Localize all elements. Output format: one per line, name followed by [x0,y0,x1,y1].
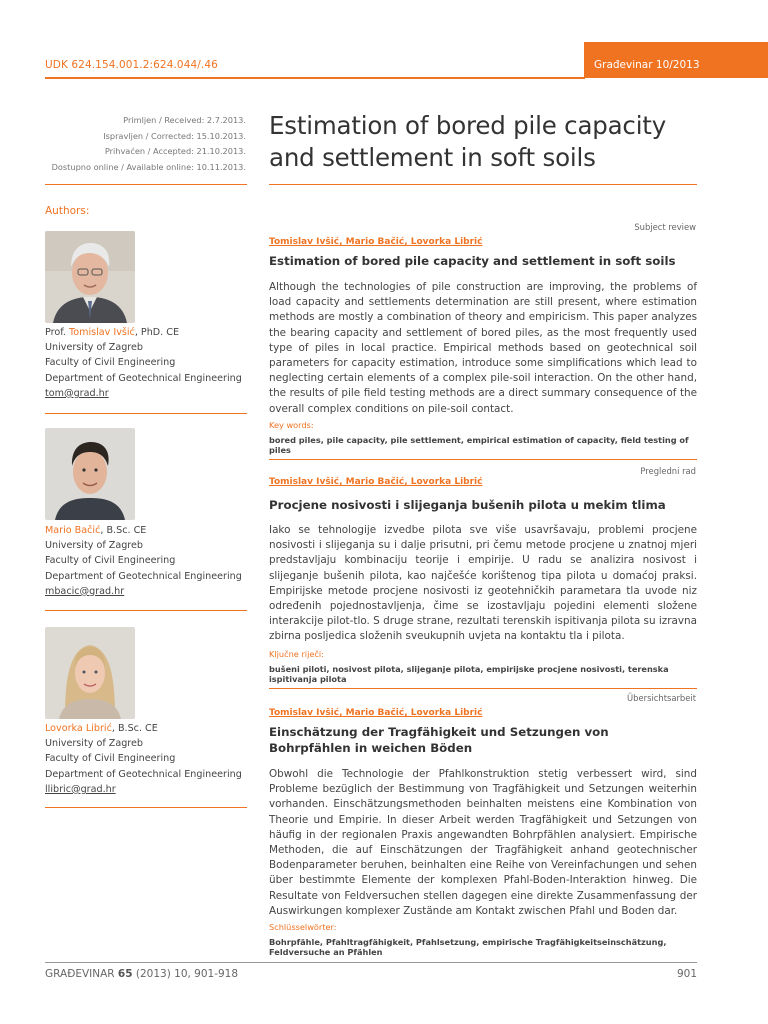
abstract-de: Obwohl die Technologie der Pfahlkonstruktion stetig verbessert wird, sind Probleme bezüglich der Bestimmung von Tragfähigkeit und Setzungen weiterhin vorhanden. Einschätzungsmethoden beinhalten meistens eine Kombination von Theorie und Empirie. In dieser Arbeit werden Tragfähigkeit und Setzungen von häufig in der regionalen Praxis angewandten Bohrpfählen analysiert. Empirische Methoden, die auf Einschätzungen der Tragfähigkeit anhand geotechnischer Bodenparameter beruhen, beinhalten eine Reihe von Vereinfachungen und sehen über bestimmte Elemente der komplexen Pfahl-Boden-Interaktion hinweg. Die Resultate von Feldversuchen stellen dagegen eine direkte Zusammenfassung der Auswirkungen komplexer Zustände am Kontakt zwischen Pfahl und Boden dar. [269,768,697,917]
author-photo-libric [45,627,135,719]
date-accepted: Prihvaćen / Accepted: 21.10.2013. [104,146,246,156]
author-faculty: Faculty of Civil Engineering [45,555,176,567]
author-name-line: Mario Bačić, B.Sc. CE [45,525,147,536]
publication-dates [45,113,246,175]
author-name-line: Prof. Tomislav Ivšić, PhD. CE [45,327,180,338]
author-department: Department of Geotechnical Engineering [45,372,242,384]
section-title-de: Einschätzung der Tragfähigkeit und Setzungen von Bohrpfählen in weichen Böden [269,725,609,755]
date-corrected: Ispravljen / Corrected: 15.10.2013. [103,130,246,141]
section-divider [269,459,697,460]
page-number: 901 [676,968,697,980]
section-authors-link-hr[interactable]: Tomislav Ivšić, Mario Bačić, Lovorka Librić [269,477,483,487]
author-name-line: Lovorka Librić, B.Sc. CE [45,723,158,734]
author-info-bacic [45,523,247,599]
author-info-ivsic [45,325,247,401]
author-info-libric [45,721,247,797]
title-divider [269,184,697,185]
authors-label: Authors: [45,205,90,217]
section-title-en: Estimation of bored pile capacity and settlement in soft soils [269,254,676,268]
article-type-hr: Pregledni rad [640,466,696,476]
author-department: Department of Geotechnical Engineering [45,768,242,780]
author-photo-bacic [45,428,135,520]
author-email-link[interactable]: mbacic@grad.hr [45,585,125,597]
abstract-en: Although the technologies of pile construction are improving, the problems of load capacity and settlements determination are still present, where estimation methods are mostly a combination of theory and empiricism. This paper analyzes the bearing capacity and settlement of bored piles, as the most frequently used type of piles in local practice. Empirical methods based on geotechnical soil parameters for capacity estimation, introduce some simplifications which lead to neglecting certain elements of a complex pile-soil interaction. On the other hand, the results of pile field testing methods are a direct summary consequence of the overall complex conditions on pile-soil contact. [269,281,697,415]
author-name[interactable]: Tomislav Ivšić [69,327,135,338]
section-authors-link-en[interactable]: Tomislav Ivšić, Mario Bačić, Lovorka Librić [269,237,483,247]
author-university: University of Zagreb [45,540,144,552]
author-department: Department of Geotechnical Engineering [45,570,242,582]
header-divider [45,77,585,79]
date-available-online: Dostupno online / Available online: 10.11.2013. [51,161,246,172]
section-divider [269,688,697,689]
section-authors-link-de[interactable]: Tomislav Ivšić, Mario Bačić, Lovorka Librić [269,708,483,718]
keywords-de: Bohrpfähle, Pfahltragfähigkeit, Pfahlsetzung, empirische Tragfähigkeitseinschätzung, Feldversuche an Pfählen [269,937,667,957]
author-photo-ivsic [45,231,135,323]
paper-title: Estimation of bored pile capacity and settlement in soft soils [269,111,667,172]
author-faculty: Faculty of Civil Engineering [45,753,176,765]
keywords-en: bored piles, pile capacity, pile settlement, empirical estimation of capacity, field testing of piles [269,435,689,455]
keywords-label-hr: Ključne riječi: [269,649,324,659]
author-email-link[interactable]: llibric@grad.hr [45,783,116,795]
author-divider [45,807,247,808]
author-university: University of Zagreb [45,738,144,750]
author-university: University of Zagreb [45,342,144,354]
keywords-hr: bušeni piloti, nosivost pilota, slijeganje pilota, empirijske procjene nosivosti, terenska ispitivanja pilota [269,664,669,684]
author-email-link[interactable]: tom@grad.hr [45,387,109,399]
udk-code: UDK 624.154.001.2:624.044/.46 [45,59,218,71]
article-type-en: Subject review [634,222,696,232]
keywords-label-de: Schlüsselwörter: [269,922,337,932]
author-name[interactable]: Mario Bačić [45,525,101,536]
author-divider [45,413,247,414]
author-divider [45,610,247,611]
dates-divider [45,184,247,185]
journal-issue-tab: Građevinar 10/2013 [584,42,768,78]
abstract-hr: Iako se tehnologije izvedbe pilota sve više usavršavaju, problemi procjene nosivosti i slijeganja su i dalje prisutni, pri čemu metode procjene u znatnoj mjeri predstavljaju kombinaciju teorije i empirije. U radu se analizira nosivost i slijeganje bušenih pilota, kao najčešće korištenog tipa pilota u domaćoj praksi. Empirijske metode procjene nosivosti iz geotehničkih parametara tla uvode niz određenih pojednostavljenja, čime se izostavljaju pojedini elementi složene interakcije pilot-tlo. S druge strane, rezultati terenskih ispitivanja pilota su izravna zbirna posljedica složenih sveukupnih uvjeta na kontaktu tla i pilota. [269,524,697,643]
author-faculty: Faculty of Civil Engineering [45,357,176,369]
footer-divider [45,962,697,963]
section-title-hr: Procjene nosivosti i slijeganja bušenih pilota u mekim tlima [269,498,666,512]
article-type-de: Übersichtsarbeit [627,693,696,703]
date-received: Primljen / Received: 2.7.2013. [123,115,246,125]
author-name[interactable]: Lovorka Librić [45,723,112,734]
footer-citation: GRAĐEVINAR 65 (2013) 10, 901-918 [45,968,239,980]
keywords-label-en: Key words: [269,420,314,430]
